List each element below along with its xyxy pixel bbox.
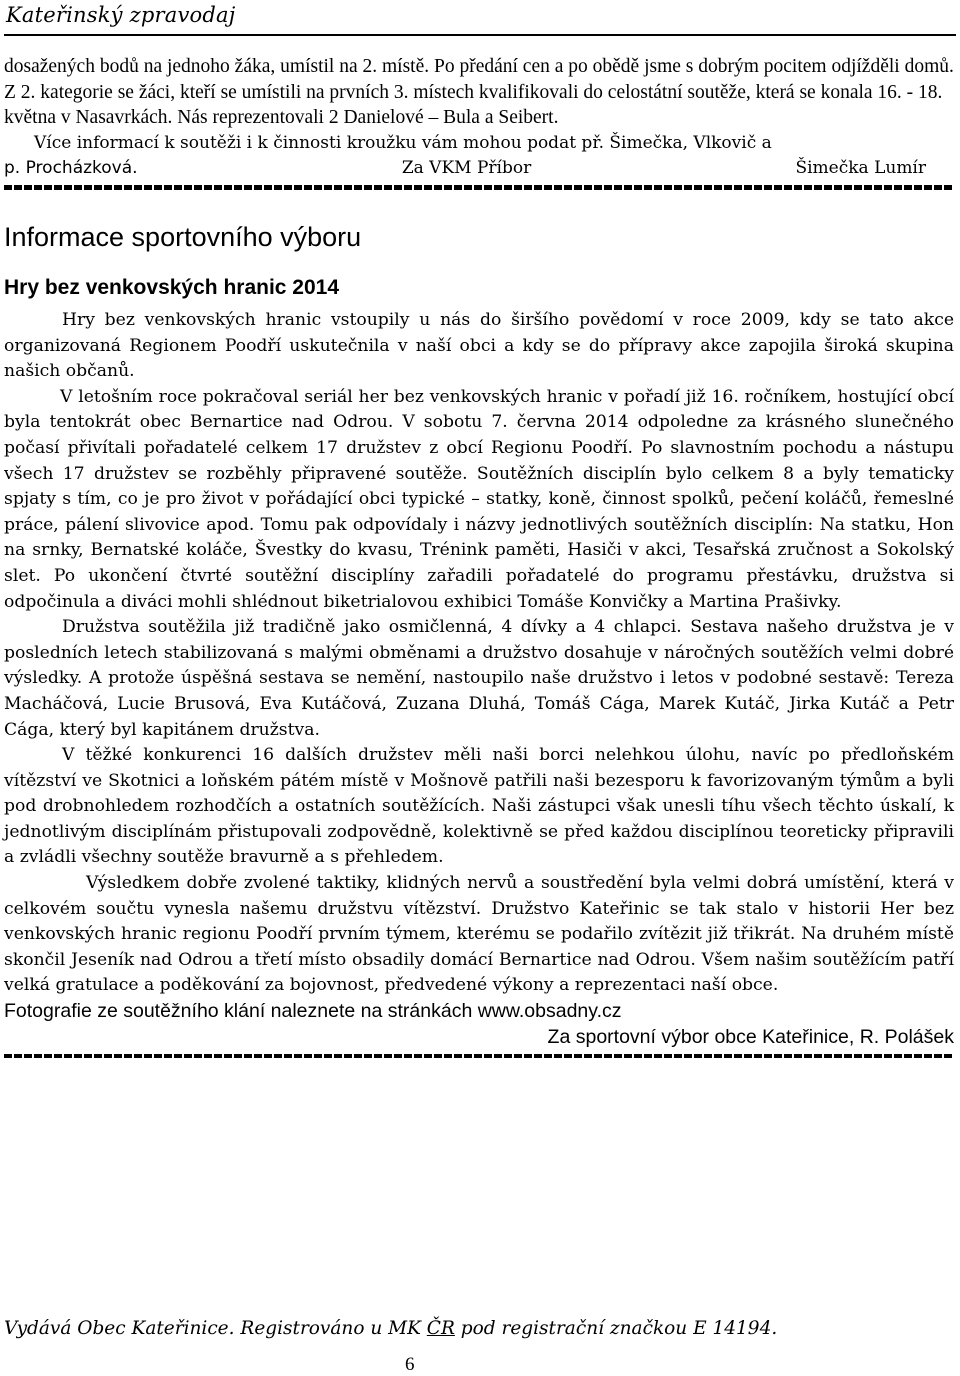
- photos-note: Fotografie ze soutěžního klání naleznete na stránkách www.obsadny.cz: [4, 1000, 622, 1023]
- page-header: [4, 0, 956, 40]
- article-paragraph-1: Hry bez venkovských hranic vstoupily u nás do širšího povědomí v roce 2009, kdy se tato akce organizovaná Regionem Poodří uskutečnila v naší obci a kdy se do přípravy akce zapojila široká skupina našich občanů.: [4, 310, 954, 382]
- article-paragraph-2: V letošním roce pokračoval seriál her bez venkovských hranic v pořadí již 16. ročníkem, hostující obcí byla tentokrát obec Bernartice nad Odrou. V sobotu 7. června 2014 odpoledne za krásného slunečného počasí přivítali pořadatelé celkem 17 družstev z obcí Regionu Poodří. Po slavnostním pochodu a nástupu všech 17 družstev se rozběhly připravené soutěže. Soutěžních disciplín bylo celkem 8 a byly tematicky spjaty s tím, co je pro život v pořádající obci typické – statky, koně, činnost spolků, pečení koláčů, řemeslné práce, pálení slivovice apod. Tomu pak odpovídaly i názvy jednotlivých soutěžních disciplín: Na statku, Hon na srnky, Bernatské koláče, Švestky do kvasu, Trénink paměti, Hasiči v akci, Tesařská zručnost a Sokolský slet. Po ukončení čtvrté soutěžní disciplíny zařadili pořadatelé do programu přestávku, družstva si odpočinula a diváci mohli shlédnout biketrialovou exhibici Tomáše Konvičky a Martina Prašivky.: [4, 386, 954, 612]
- bottom-divider: [4, 1054, 954, 1058]
- section-title: Informace sportovního výboru: [4, 222, 362, 252]
- intro-paragraph-2: Z 2. kategorie se žáci, kteří se umístili na prvních 3. místech kvalifikovali do celostátní soutěže, která se konala 16. - 18. května v Nasavrkách. Nás reprezentovali 2 Danielové – Bula a Seibert.: [4, 81, 943, 128]
- club-signature: Za VKM Příbor: [401, 158, 532, 178]
- publisher-note-a: Vydává Obec Kateřinice. Registrováno u MK: [4, 1318, 427, 1339]
- page-footer: [4, 1318, 956, 1339]
- article-title: Hry bez venkovských hranic 2014: [4, 276, 340, 299]
- page-content: [4, 54, 954, 1058]
- article-paragraph-3: Družstva soutěžila již tradičně jako osmičlenná, 4 dívky a 4 chlapci. Sestava našeho družstva je v posledních letech stabilizovaná s malými obměnami a družstvo dosahuje v náročných soutěžích velmi dobré výsledky. A protože úspěšná sestava se nemění, nastoupilo naše družstvo i letos v podobné sestavě: Tereza Macháčová, Lucie Brusová, Eva Kutáčová, Zuzana Dluhá, Tomáš Cága, Marek Kutáč, Jirka Kutáč a Petr Cága, který byl kapitánem družstva.: [4, 617, 954, 740]
- publisher-note: [4, 1318, 956, 1339]
- publisher-note-b: ČR: [426, 1318, 455, 1339]
- article-paragraph-4: V těžké konkurenci 16 dalších družstev měli naši borci nelehkou úlohu, navíc po předloňském vítězství ve Skotnici a loňském pátém místě v Mošnově patřili naši bezesporu k favorizovaným týmům a byli pod drobnohledem rozhodčích a ostatních soutěžících. Naši zástupci však unesli tíhu všech těchto úskalí, k jednotlivým disciplínám přistupovali zodpovědně, kolektivně se před každou disciplínou teoreticky připravili a zvládli všechny soutěže bravurně a s přehledem.: [4, 745, 954, 868]
- publisher-note-c: pod registrační značkou E 14194.: [454, 1318, 778, 1339]
- intro-paragraph-3: Více informací k soutěži i k činnosti kroužku vám mohou podat př. Šimečka, Vlkovič a: [34, 132, 772, 153]
- section-divider: [4, 185, 954, 190]
- intro-block: [4, 54, 954, 181]
- newsletter-title: Kateřinský zpravodaj: [6, 3, 236, 27]
- intro-paragraph-3-end: p. Procházková.: [4, 158, 138, 178]
- author-signature: Šimečka Lumír: [795, 158, 926, 178]
- article-body: [4, 308, 954, 999]
- intro-paragraph-1: dosažených bodů na jednoho žáka, umístil na 2. místě. Po předání cen a po obědě jsme s dobrým pocitem odjížděli domů.: [4, 56, 954, 77]
- article-signature: Za sportovní výbor obce Kateřinice, R. Polášek: [547, 1026, 954, 1049]
- header-rule: [4, 34, 956, 36]
- article-paragraph-5: Výsledkem dobře zvolené taktiky, klidných nervů a soustředění byla velmi dobrá umístění, která v celkovém součtu vynesla našemu družstvu vítězství. Družstvo Kateřinic se tak stalo v historii Her bez venkovských hranic regionu Poodří prvním týmem, kterému se podařilo zvítězit již třikrát. Na druhém místě skončil Jeseník nad Odrou a třetí místo obsadily domácí Bernartice nad Odrou. Všem našim soutěžícím patří velká gratulace a poděkování za bojovnost, předvedené výkony a reprezentaci naší obce.: [4, 873, 954, 996]
- page-number: 6: [405, 1354, 415, 1375]
- intro-signature-row: [4, 156, 954, 181]
